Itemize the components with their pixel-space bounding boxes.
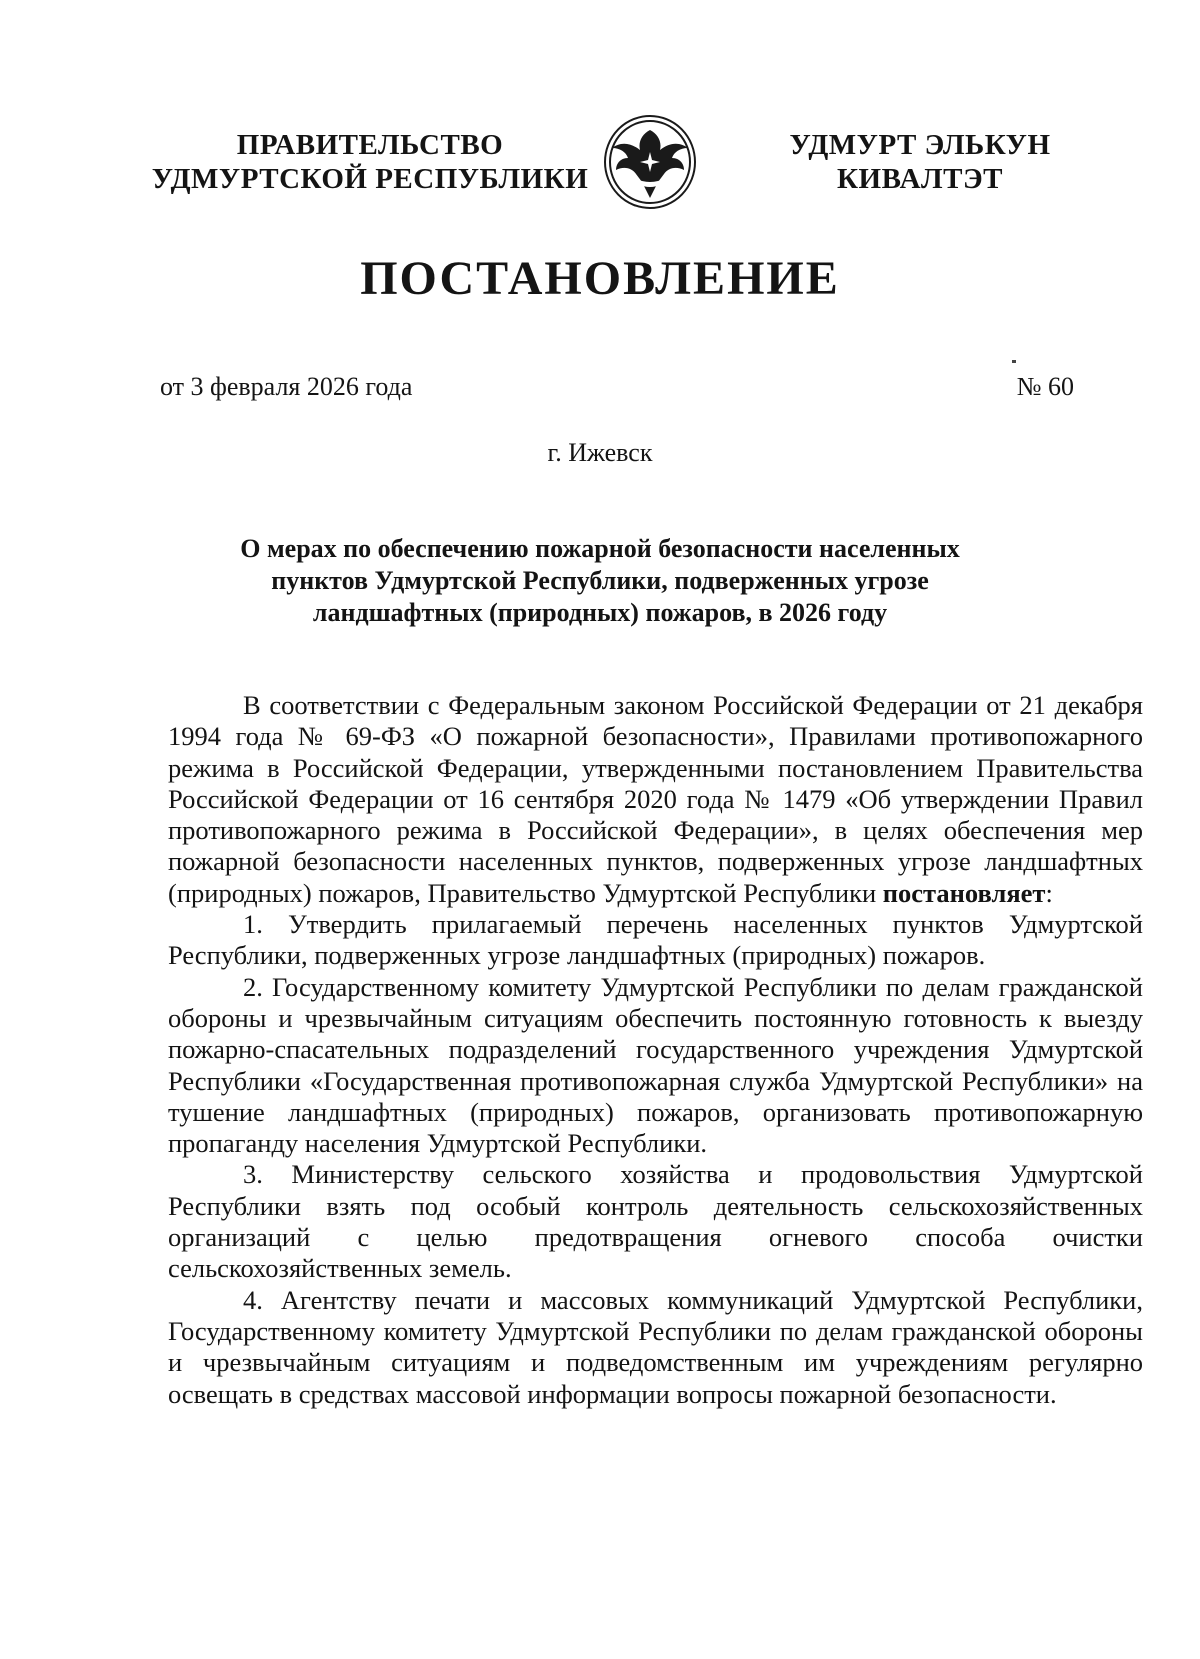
header-right-line-1: УДМУРТ ЭЛЬКУН — [789, 129, 1051, 161]
title-line-2: пунктов Удмуртской Республики, подверженных угрозе — [271, 566, 929, 595]
coat-of-arms-icon — [590, 112, 710, 212]
government-name-russian — [150, 128, 590, 196]
item-paragraph-3: 3. Министерству сельского хозяйства и продовольствия Удмуртской Республики взять под особый контроль деятельность сельскохозяйственных организаций с целью предотвращения огневого способа очистки сельскохозяйственных земель. — [168, 1159, 1143, 1284]
government-name-udmurt — [770, 128, 1070, 196]
preamble-emphasis: постановляет — [882, 877, 1046, 908]
title-line-3: ландшафтных (природных) пожаров, в 2026 году — [312, 598, 888, 627]
item-paragraph-4: 4. Агентству печати и массовых коммуникаций Удмуртской Республики, Государственному комитету Удмуртской Республики по делам гражданской обороны и чрезвычайным ситуациям и подведомственным им учреждениям регулярно освещать в средствах массовой информации вопросы пожарной безопасности. — [168, 1284, 1143, 1409]
header-left-line-1: ПРАВИТЕЛЬСТВО — [236, 129, 504, 161]
scan-speck — [1012, 360, 1016, 363]
header-left-line-2: УДМУРТСКОЙ РЕСПУБЛИКИ — [151, 163, 589, 195]
item-paragraph-1: 1. Утвердить прилагаемый перечень населенных пунктов Удмуртской Республики, подверженных угрозе ландшафтных (природных) пожаров. — [168, 909, 1143, 971]
document-city: г. Ижевск — [547, 438, 653, 467]
title-line-1: О мерах по обеспечению пожарной безопасности населенных — [240, 534, 960, 563]
item-paragraph-2: 2. Государственному комитету Удмуртской Республики по делам гражданской обороны и чрезвычайным ситуациям обеспечить постоянную готовность к выезду пожарно-спасательных подразделений государственного учреждения Удмуртской Республики «Государственная противопожарная служба Удмуртской Республики» на тушение ландшафтных (природных) пожаров, организовать противопожарную пропаганду населения Удмуртской Республики. — [168, 971, 1143, 1159]
document-type-heading: ПОСТАНОВЛЕНИЕ — [360, 252, 840, 305]
document-date: от 3 февраля 2026 года — [160, 372, 413, 401]
document-number: № 60 — [1016, 372, 1074, 401]
preamble-text: В соответствии с Федеральным законом Российской Федерации от 21 декабря 1994 года № 69-ФЗ «О пожарной безопасности», Правилами противопожарного режима в Российской Федерации, утвержденными постановлением Правительства Российской Федерации от 16 сентября 2020 года № 1479 «Об утверждении Правил противопожарного режима в Российской Федерации», в целях обеспечения мер пожарной безопасности населенных пунктов, подверженных угрозе ландшафтных (природных) пожаров, Правительство Удмуртской Республики — [168, 690, 1143, 908]
document-body — [168, 690, 1143, 1410]
header-right-line-2: КИВАЛТЭТ — [836, 163, 1003, 195]
document-title — [170, 533, 1030, 629]
preamble-ending: : — [1045, 877, 1053, 908]
preamble-paragraph — [168, 690, 1143, 909]
